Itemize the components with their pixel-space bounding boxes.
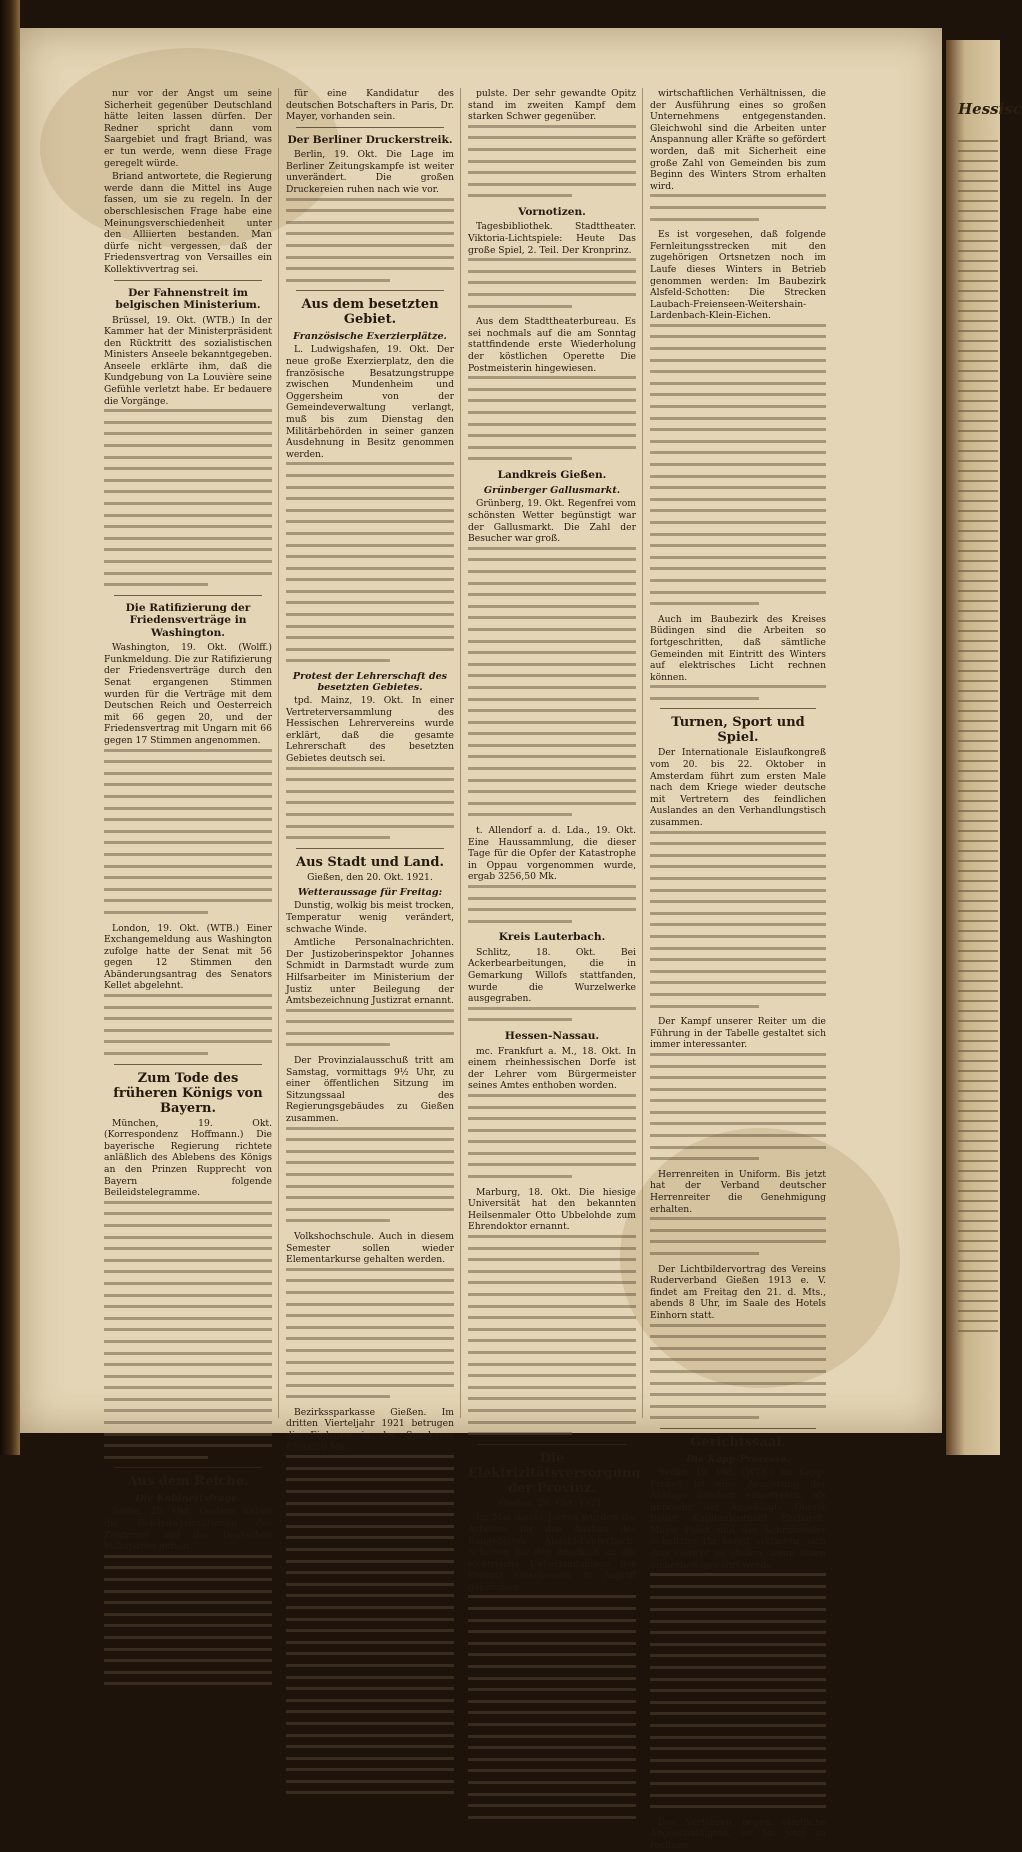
headline: Turnen, Sport und Spiel. [671,715,805,746]
paragraph: t. Allendorf a. d. Lda., 19. Okt. Eine Haussammlung, die dieser Tage für die Opfer der Katastrophe in Oppau vorgenommen wurde, ergab 3256,50 Mk. [468,825,636,883]
paragraph: Das Verfahren gegen sämtliche Angeschuldigten, ist bis jetzt zu rechnen. [650,1816,826,1851]
text-lines [104,1555,272,1686]
paragraph: mc. Frankfurt a. M., 18. Okt. In einem rheinhessischen Dorfe ist der Lehrer vom Bürgermeister seines Amtes enthoben worden. [468,1045,636,1092]
paragraph: Brüssel, 19. Okt. (WTB.) In der Kammer hat der Ministerpräsident den Rücktritt des sozialistischen Ministers Anseele bekanntgegeben. Anseele erklärte ihm, daß die Kundgebung von La Louvière seine Gefühle verletzt habe. Er bedauere die Vorgänge. [104,314,272,407]
text-lines [650,324,826,605]
paragraph: Bezirkssparkasse Gießen. Im dritten Vierteljahr 1921 betrugen die Einlagen in der Sparkasse 6300000 Mk. [286,1406,454,1453]
dateline: Gießen, den 20. Okt. 1921. [307,871,433,883]
text-lines [286,1127,454,1223]
headline: Kreis Lauterbach. [498,931,606,944]
paragraph: Aus dem Stadttheaterbureau. Es sei nochmals auf die am Sonntag stattfindende erste Wiederholung der köstlichen Operette Die Postmeisterin hingewiesen. [468,316,636,374]
paragraph: Dunstig, wolkig bis meist trocken, Temperatur wenig verändert, schwache Winde. [286,900,454,935]
subheadline: Wetteraussage für Freitag: [297,887,443,899]
paragraph: Im Mai dieses Jahres wurden die Arbeiten für den Ausbau des Baugebietes Alsfeld-Lauterbach-Schotten für den Anschluß an die elektrische Ueberlandanlage der Provinz Oberhessen in Angriff genommen. [468,1512,636,1593]
text-lines [468,1595,636,1818]
separator [660,1428,816,1429]
text-lines [650,1324,826,1420]
paragraph: Tagesbibliothek. Stadttheater. Viktoria-Lichtspiele: Heute Das große Spiel, 2. Teil. Der Kronprinz. [468,221,636,256]
next-page-title: Hessisc [958,100,1022,118]
paragraph: Auch im Baubezirk des Kreises Büdingen sind die Arbeiten so fortgeschritten, daß sämtliche Gemeinden mit Eintritt des Winters auf elektrisches Licht rechnen können. [650,613,826,683]
subheadline: Französische Exerzierplätze. [293,331,447,343]
column-4 [650,88,826,1851]
paragraph: L. Ludwigshafen, 19. Okt. Der neue große Exerzierplatz, den die französische Besatzungstruppe zwischen Mundenheim und Oggersheim von der Gemeindeverwaltung verlangt, muß bis zum Dienstag den Militärbehörden in seiner ganzen Ausdehnung in Besitz genommen werden. [286,344,454,460]
subheadline: Protest der Lehrerschaft des besetzten Gebietes. [292,671,448,694]
headline: Aus dem besetzten Gebiet. [301,297,439,328]
paragraph: nur vor der Angst um seine Sicherheit gegenüber Deutschland hätte leiten lassen dürfen. Der Redner spricht dann vom Saargebiet und fragt Briand, was er tun werde, wenn diese Frage geregelt würde. [104,88,272,169]
column-divider [278,88,279,1418]
separator [296,127,444,128]
paragraph: Volkshochschule. Auch in diesem Semester sollen wieder Elementarkurse gehalten werden. [286,1230,454,1266]
paragraph: Der Internationale Eislaufkongreß vom 20. bis 22. Oktober in Amsterdam führt zum ersten Male nach dem Kriege wieder deutsche mit Vertretern des feindlichen Auslandes an den Verhandlungstisch zusammen. [650,747,826,829]
text-lines [468,547,636,817]
headline: Zum Tode des früheren Königs von Bayern. [113,1070,263,1116]
paragraph: Berlin, 19. Okt. Die Lage im Berliner Zeitungskampfe ist weiter unverändert. Die großen Druckereien ruhen nach wie vor. [286,149,454,196]
headline: Die Elektrizitätsversorgung der Provinz. [468,1450,641,1496]
text-lines [286,462,454,662]
headline: Der Berliner Druckerstreik. [287,133,453,146]
text-lines [650,1573,826,1808]
column-3 [468,88,641,1593]
headline: Vornotizen. [518,205,586,218]
paragraph: pulste. Der sehr gewandte Opitz stand im zweiten Kampf dem starken Schwer gegenüber. [468,88,636,123]
headline: Hessen-Nassau. [504,1030,600,1043]
text-lines [468,1094,636,1178]
paragraph: London, 19. Okt. (WTB.) Einer Exchangemeldung aus Washington zufolge hatte der Senat mit 56 gegen 12 Stimmen den Abänderungsantrag des Senators Kellet abgelehnt. [104,922,272,992]
paragraph: wirtschaftlichen Verhältnissen, die der Ausführung eines so großen Unternehmens entgegenstanden. Gleichwohl sind die Arbeiten unter Anspannung aller Kräfte so gefördert worden, daß mit Sicherheit eine große Zahl von Gemeinden bis zum Beginn des Winters Strom erhalten wird. [650,88,826,192]
paragraph: Berlin, 19. Okt. (WTB.) Im Kapp-Prozeß ist eine Aenderung der Anklage insofern eingetreten, als nunmehr der Angeklagte Oberst Bauer, Kapitänleutnant Ehrhardt, Major Pabst und der Schriftsteller Schnitzler für bereit erklärten, sich dem Gericht zu stellen, wenn ihnen Sicherheit gewährt werde. [650,1466,826,1571]
paragraph: tpd. Mainz, 19. Okt. In einer Vertreterversammlung des Hessischen Lehrervereins wurde erklärt, daß die gesamte Lehrerschaft des besetzten Gebietes deutsch sei. [286,695,454,764]
text-lines [104,749,272,914]
paragraph: Washington, 19. Okt. (Wolff.) Funkmeldung. Die zur Ratifizierung der Friedensverträge durch den Senat ergangenen Stimmen wurden für die Verträge mit dem Deutschen Reich und Oesterreich mit 66 gegen 20, und der Friedensvertrag mit Ungarn mit 66 gegen 17 Stimmen angenommen. [104,642,272,746]
column-1 [104,88,272,1553]
text-lines [958,140,998,1340]
separator [114,595,262,596]
headline: Aus dem Reiche. [127,1474,249,1490]
text-lines [104,994,272,1055]
text-lines [286,1455,454,1794]
headline: Gerichtssaal. [690,1434,786,1450]
headline: Landkreis Gießen. [497,468,607,481]
paragraph: Amtliche Personalnachrichten. Der Justizoberinspektor Johannes Schmidt in Darmstadt wurde zum Hilfsarbeiter im Ministerium der Justiz unter Beilegung der Amtsbezeichnung Justizrat ernannt. [286,937,454,1007]
text-lines [650,685,826,700]
separator [296,848,444,849]
column-divider [642,88,643,1418]
text-lines [468,376,636,460]
paragraph: Marburg, 18. Okt. Die hiesige Universität hat den bekannten Heilsenmaler Otto Ubbelohde zum Ehrendoktor ernannt. [468,1186,636,1233]
text-lines [286,198,454,282]
dateline: Gießen, 20. Okt. 1921. [499,1497,605,1509]
column-divider [460,88,461,1418]
text-lines [468,125,636,198]
subheadline: Grünberger Gallusmarkt. [483,485,621,497]
headline: Die Ratifizierung der Friedensverträge in Washington. [125,601,251,639]
text-lines [650,194,826,220]
text-lines [650,1053,826,1160]
text-lines [468,1007,636,1022]
next-page-edge [946,40,1022,1455]
paragraph: Der Lichtbildervortrag des Vereins Ruderverband Gießen 1913 e. V. findet am Freitag den 21. d. Mts., abends 8 Uhr, im Saale des Hotels Einhorn statt. [650,1263,826,1321]
separator [114,1064,262,1065]
separator [478,1444,626,1445]
paragraph: Briand antwortete, die Regierung werde dann die Mittel ins Auge fassen, um sie zu regeln. In der oberschlesischen Frage habe eine Meinungsverschiedenheit unter den Alliierten bestanden. Man dürfe nicht vergessen, daß der Friedensvertrag von Versailles ein Kollektivvertrag sei. [104,171,272,275]
text-lines [286,1268,454,1399]
paragraph: Der Kampf unserer Reiter um die Führung in der Tabelle gestaltet sich immer interessanter. [650,1016,826,1051]
text-lines [468,1235,636,1435]
column-2 [286,88,454,1453]
text-lines [286,767,454,840]
paragraph: für eine Kandidatur des deutschen Botschafters in Paris, Dr. Mayer, vorhanden sein. [286,88,454,123]
separator [114,1467,262,1468]
paragraph: Grünberg, 19. Okt. Regenfrei vom schönsten Wetter begünstigt war der Gallusmarkt. Die Zahl der Besucher war groß. [468,498,636,545]
newspaper-page [20,28,942,1851]
text-lines [286,1009,454,1047]
text-lines [104,1201,272,1459]
book-spine [0,0,20,1455]
text-lines [468,885,636,923]
separator [296,290,444,291]
headline: Der Fahnenstreit im belgischen Ministerium. [115,286,261,311]
paragraph: Herrenreiten in Uniform. Bis jetzt hat der Verband deutscher Herrenreiter die Genehmigung erhalten. [650,1168,826,1215]
text-lines [650,831,826,1008]
separator [114,280,262,281]
section-headline: Aus Stadt und Land. [296,854,444,870]
subheadline: Die Kapp-Prozesse. [686,1453,790,1465]
text-lines [650,1217,826,1255]
paragraph: München, 19. Okt. (Korrespondenz Hoffmann.) Die bayerische Regierung richtete anläßlich des Ablebens des Königs an den Prinzen Rupprecht von Bayern folgende Beileidstelegramme. [104,1117,272,1199]
subheadline: Die Kabinettsfrage. [135,1493,241,1505]
paragraph: Es ist vorgesehen, daß folgende Fernleitungsstrecken mit den zugehörigen Ortsnetzen noch im Laufe dieses Winters in Betrieb genommen werden: Im Baubezirk Alsfeld-Schotten: Die Strecken Laubach-Freienseen-Weitershain-Lardenbach-Klein-Eichen. [650,229,826,322]
text-lines [104,409,272,586]
paragraph: Schlitz, 18. Okt. Bei Ackerbearbeitungen, die in Gemarkung Willofs stattfanden, wurde die Wurzelwerke ausgegraben. [468,946,636,1005]
separator [660,708,816,709]
paragraph: Der Provinzialausschuß tritt am Samstag, vormittags 9½ Uhr, zu einer öffentlichen Sitzung im Sitzungssaal des Regierungsgebäudes zu Gießen zusammen. [286,1055,454,1125]
text-lines [468,258,636,307]
paragraph: Berlin, 20. Okt. Gestern haben die Reichstagsfraktionen des Zentrums und der Deutschen Volkspartei getagt. [104,1506,272,1553]
